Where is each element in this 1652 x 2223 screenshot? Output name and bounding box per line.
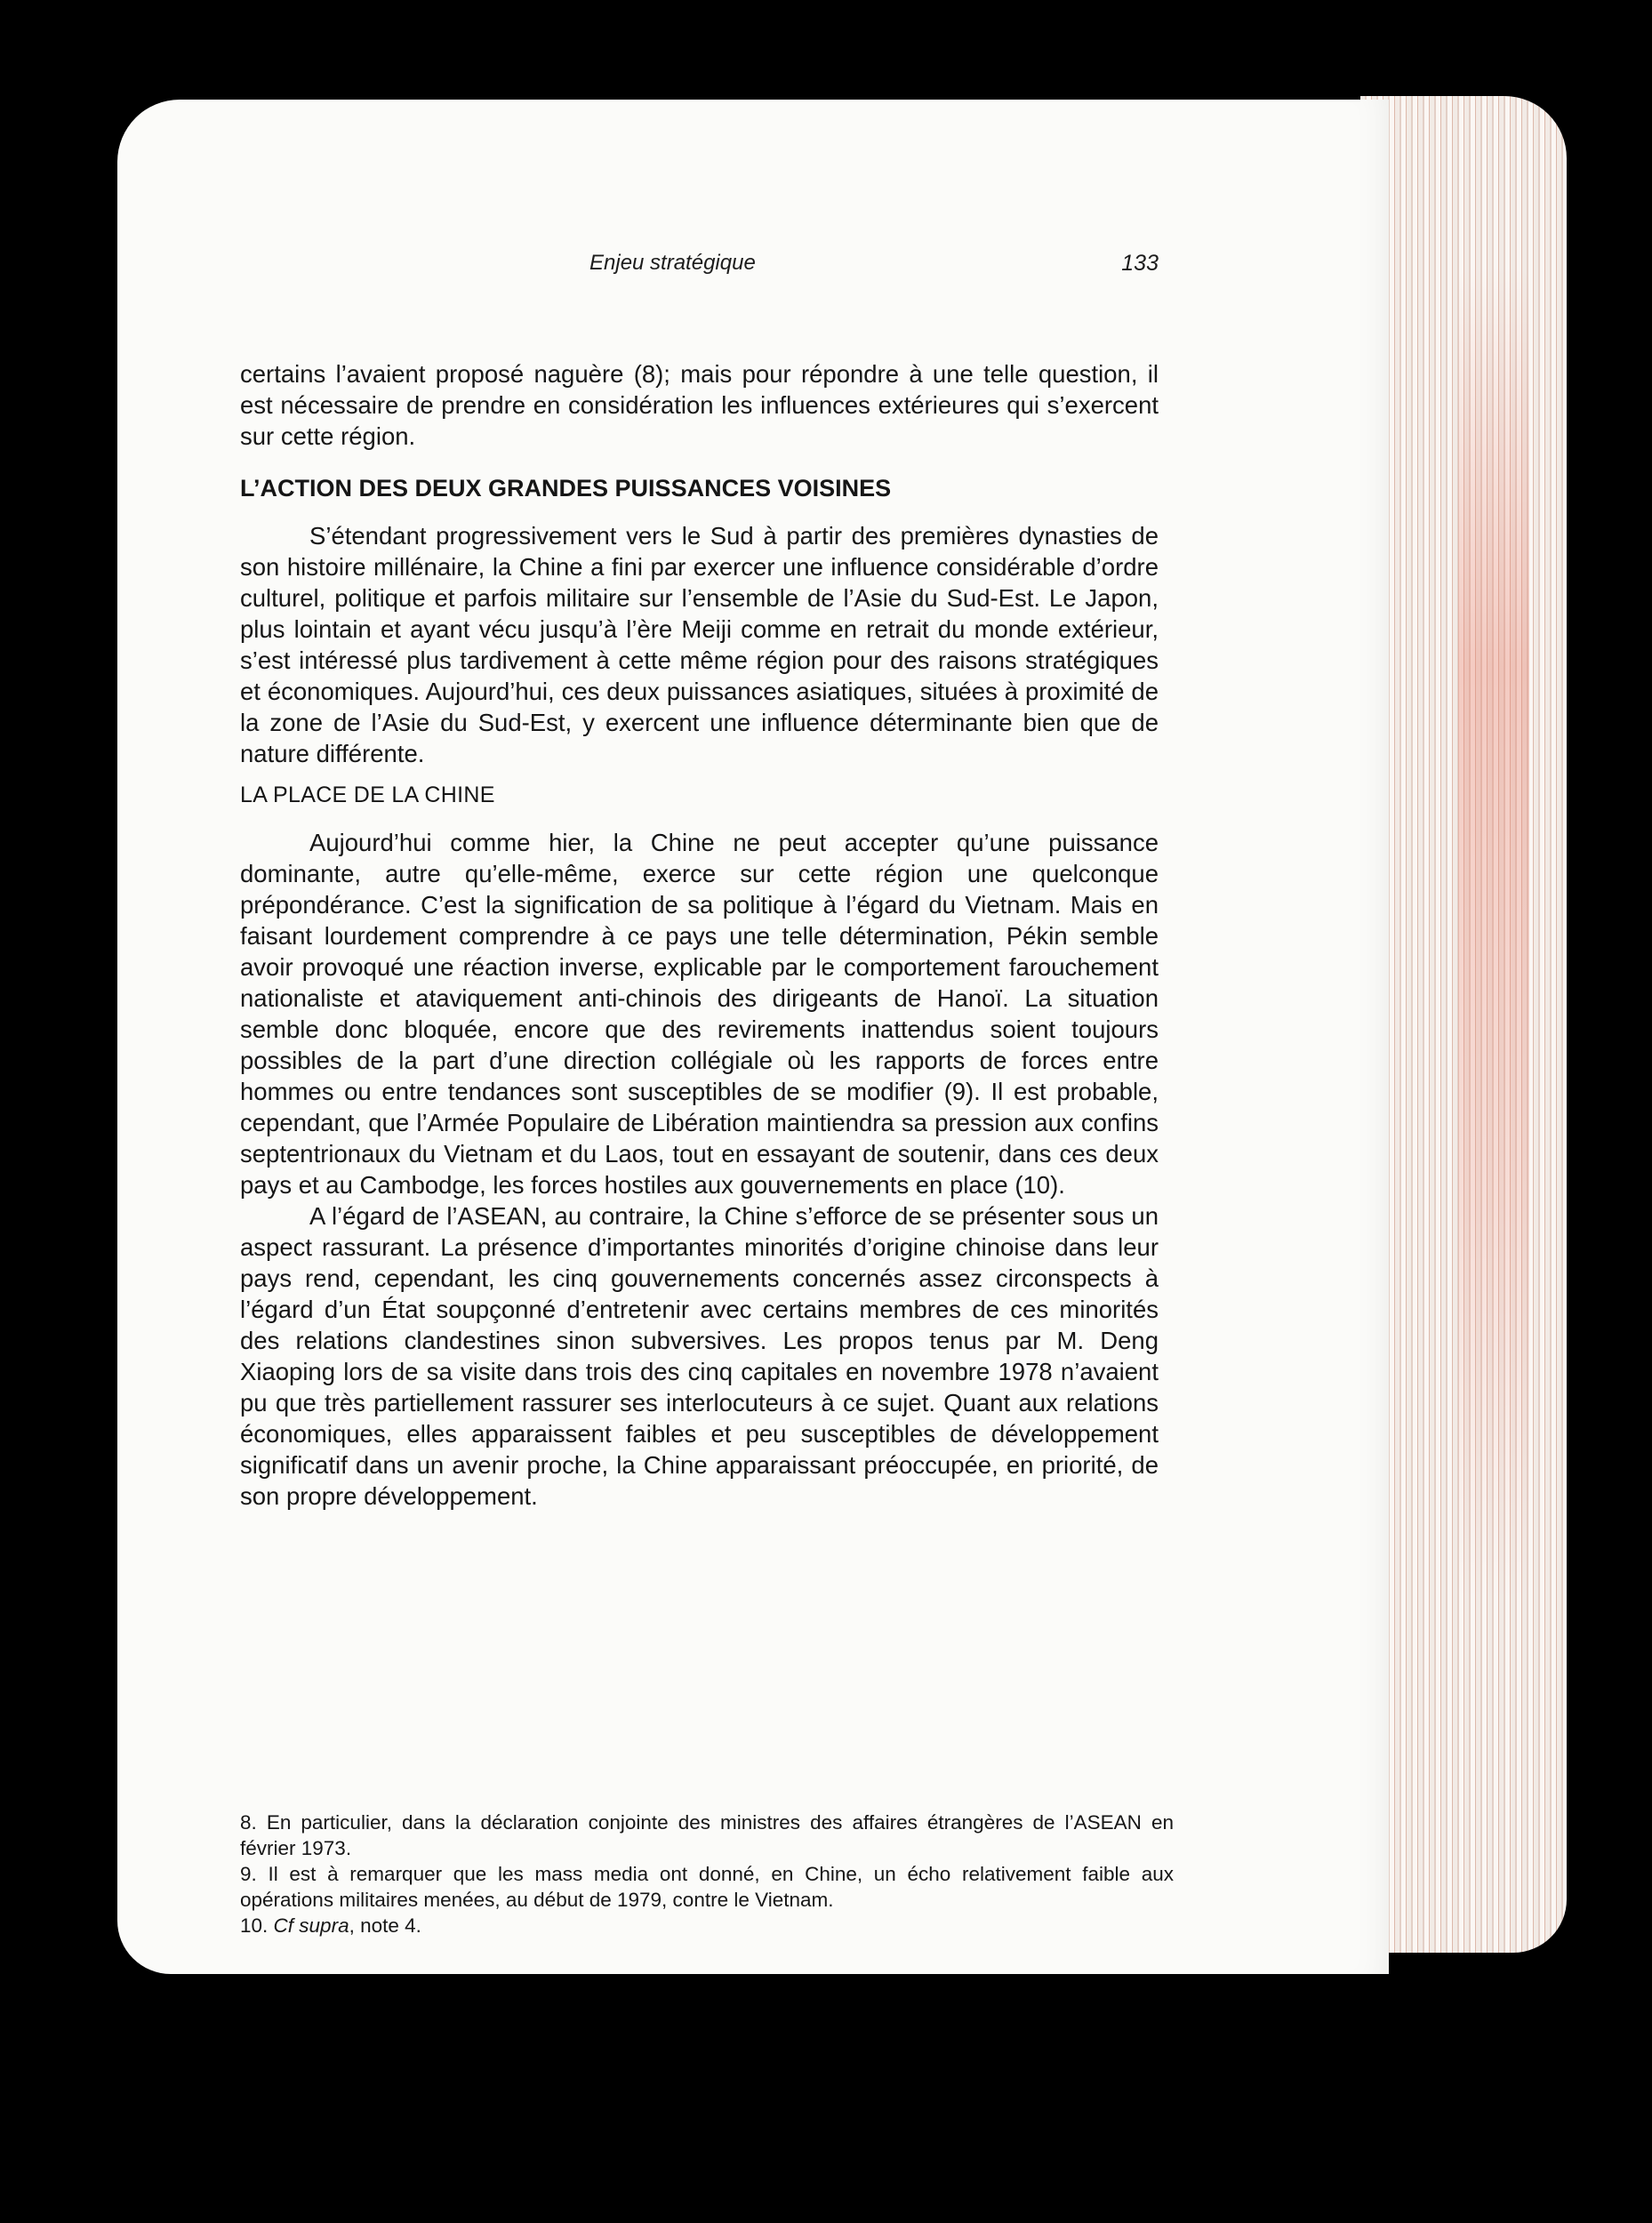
page-edge-bleed	[1458, 267, 1529, 1601]
subsection-heading: LA PLACE DE LA CHINE	[240, 782, 495, 807]
footnote-10-note: , note 4.	[349, 1914, 421, 1937]
footnote-10-number: 10.	[240, 1914, 269, 1937]
paragraph: A l’égard de l’ASEAN, au contraire, la Chine s’efforce de se présenter sous un aspect rassurant. La présence d’importantes minorités d’origine chinoise dans leur pays rend, cependant, les cinq gouvernements concernés assez circonspects à l’égard d’un État soupçonné d’entretenir avec certains membres de ces minorités des relations clandestines sinon subversives. Les propos tenus par M. Deng Xiaoping lors de sa visite dans trois des cinq capitales en novembre 1978 n’avaient pu que très partiellement rassurer ses interlocuteurs à ce sujet. Quant aux relations économiques, elles apparaissent faibles et peu susceptibles de développement significatif dans un avenir proche, la Chine apparaissant préoccupée, en priorité, de son propre développement.	[240, 1202, 1159, 1510]
paragraph-continued: certains l’avaient proposé naguère (8); mais pour répondre à une telle question, il est nécessaire de prendre en considération les influences extérieures qui s’exercent sur cette région.	[240, 360, 1159, 450]
paragraph: S’étendant progressivement vers le Sud à partir des premières dynasties de son histoire millénaire, la Chine a fini par exercer une influence considérable d’ordre culturel, politique et parfois militaire sur l’ensemble de l’Asie du Sud-Est. Le Japon, plus lointain et ayant vécu jusqu’à l’ère Meiji comme en retrait du monde extérieur, s’est intéressé plus tardivement à cette même région pour des raisons stratégiques et économiques. Aujourd’hui, ces deux puissances asiatiques, situées à proximité de la zone de l’Asie du Sud-Est, y exercent une influence déterminante bien que de nature différente.	[240, 522, 1159, 767]
paragraph: Aujourd’hui comme hier, la Chine ne peut accepter qu’une puissance dominante, autre qu’elle-même, exerce sur cette région une quelconque prépondérance. C’est la signification de sa politique à l’égard du Vietnam. Mais en faisant lourdement comprendre à ce pays une telle détermination, Pékin semble avoir provoqué une réaction inverse, explicable par le comportement farouchement nationaliste et ataviquement anti-chinois des dirigeants de Hanoï. La situation semble donc bloquée, encore que des revirements inattendus soient toujours possibles de la part d’une direction collégiale où les rapports de forces entre hommes ou entre tendances sont susceptibles de se modifier (9). Il est probable, cependant, que l’Armée Populaire de Libération maintiendra sa pression aux confins septentrionaux du Vietnam et du Laos, tout en essayant de soutenir, dans ces deux pays et au Cambodge, les forces hostiles aux gouvernements en place (10).	[240, 829, 1159, 1199]
page-number: 133	[1121, 251, 1159, 276]
footnote-10	[240, 1913, 1174, 1938]
running-head	[240, 153, 1159, 276]
footnote-10-reference: Cf supra	[273, 1914, 349, 1937]
section-heading: L’ACTION DES DEUX GRANDES PUISSANCES VOISINES	[240, 475, 892, 502]
footnote-9: 9. Il est à remarquer que les mass media ont donné, en Chine, un écho relativement faible aux opérations militaires menées, au début de 1979, contre le Vietnam.	[240, 1863, 1174, 1911]
footnotes	[240, 1810, 1174, 1938]
footnote-8: 8. En particulier, dans la déclaration conjointe des ministres des affaires étrangères de l’ASEAN en février 1973.	[240, 1811, 1174, 1859]
running-title: Enjeu stratégique	[589, 251, 756, 275]
body-text	[240, 358, 1159, 1512]
